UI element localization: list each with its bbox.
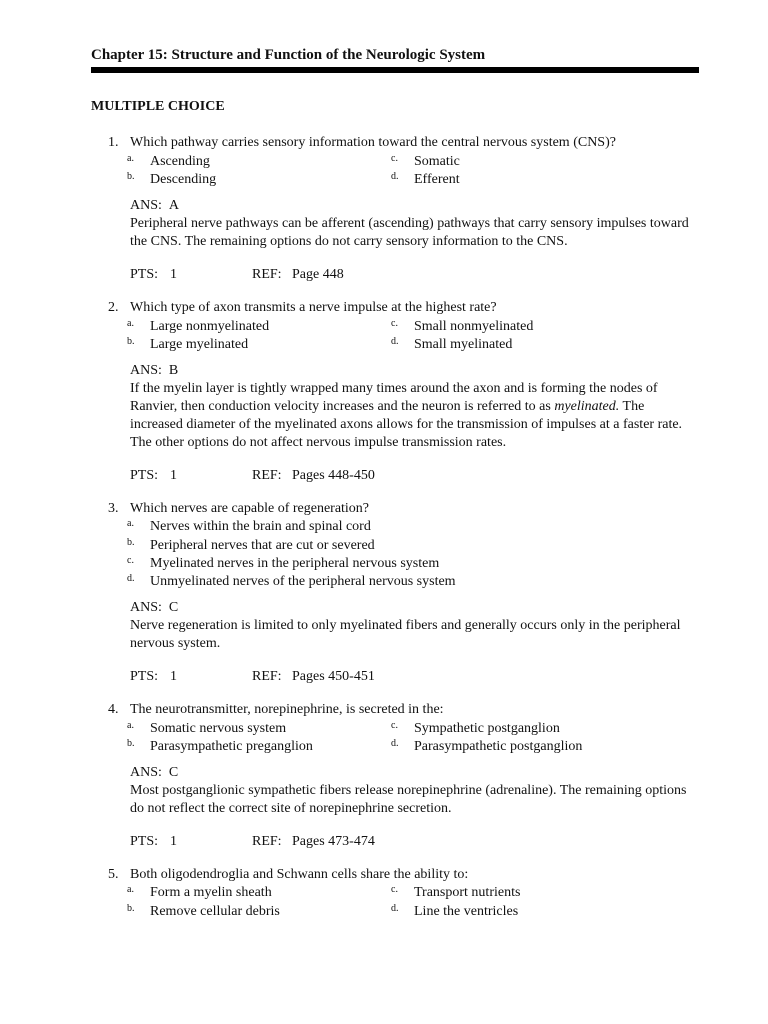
section-heading: MULTIPLE CHOICE <box>91 99 225 114</box>
answer-block-2 <box>130 362 700 452</box>
question-number: 3. <box>108 501 119 516</box>
question-number: 1. <box>108 135 119 150</box>
question-number: 4. <box>108 702 119 717</box>
answer-key: ANS: C <box>130 765 179 780</box>
chapter-title: Chapter 15: Structure and Function of the Neurologic System <box>91 47 486 63</box>
question-text: Which nerves are capable of regeneration? <box>130 501 370 516</box>
question-number: 2. <box>108 300 119 315</box>
answer-block-1 <box>130 197 700 251</box>
question-text: The neurotransmitter, norepinephrine, is secreted in the: <box>130 702 444 717</box>
answer-block-3 <box>130 599 700 653</box>
answer-key: ANS: B <box>130 363 179 378</box>
rationale: If the myelin layer is tightly wrapped many times around the axon and is forming the nodes of Ranvier, then conduction velocity increases and the neuron is referred to as myelinated. The increased diameter of the myelinated axons allows for the transmission of impulses at a faster rate. The other options do not affect nervous impulse transmission rates. <box>130 381 683 450</box>
rationale: Peripheral nerve pathways can be afferent (ascending) pathways that carry sensory impulses toward the CNS. The remaining options do not carry sensory information to the CNS. <box>130 216 689 249</box>
question-text: Which type of axon transmits a nerve impulse at the highest rate? <box>130 300 497 315</box>
answer-key: ANS: C <box>130 600 179 615</box>
rationale: Nerve regeneration is limited to only myelinated fibers and generally occurs only in the peripheral nervous system. <box>130 618 681 651</box>
document-page: Chapter 15: Structure and Function of the Neurologic System MULTIPLE CHOICE 1. Which pathway carries sensory information toward the central nervous system (CNS)? a. Ascending b. Descending c. Somatic d. Efferent ANS: A Peripheral nerve pathways can be afferent (ascending) pathways that carry sensory impulses toward the CNS. The remaining options do not carry sensory information to the CNS. PTS: 1 REF: Page 448 2. Which type of axon transmits a nerve impulse at the highest rate? a. Large nonmyelinated b. Large myelinated c. Small nonmyelinated d. Small myelinated ANS: B If the myelin layer is tightly wrapped many times around the axon and is forming the nodes of Ranvier, then conduction velocity increases and the neuron is referred to as myelinated. The increased diameter of the myelinated axons allows for the transmission of impulses at a faster rate. The other options do not affect nervous impulse transmission rates. PTS: 1 REF: Pages 448-450 3. Which nerves are capable of regeneration? a. Nerves within the brain and spinal cord b. Peripheral nerves that are cut or severed c. Myelinated nerves in the peripheral nervous system d. Unmyelinated nerves of the peripheral nervous system ANS: C Nerve regeneration is limited to only myelinated fibers and generally occurs only in the peripheral nervous system. PTS: 1 REF: Pages 450-451 4. The neurotransmitter, norepinephrine, is secreted in the: a. Somatic nervous system b. Parasympathetic preganglion c. Sympathetic postganglion d. Parasympathetic postganglion ANS: C Most postganglionic sympathetic fibers release norepinephrine (adrenaline). The remaining options do not reflect the correct site of norepinephrine secretion. PTS: 1 REF: Pages 473-474 5. Both oligodendroglia and Schwann cells share the ability to: a. Form a myelin sheath b. Remove cellular debris c. Transport nutrients d. Line the ventricles <box>0 0 768 1024</box>
header-rule <box>91 67 699 73</box>
question-number: 5. <box>108 867 119 882</box>
question-text: Which pathway carries sensory information toward the central nervous system (CNS)? <box>130 135 616 150</box>
question-text: Both oligodendroglia and Schwann cells share the ability to: <box>130 867 469 882</box>
answer-key: ANS: A <box>130 198 180 213</box>
rationale: Most postganglionic sympathetic fibers release norepinephrine (adrenaline). The remaining options do not reflect the correct site of norepinephrine secretion. <box>130 783 687 816</box>
answer-block-4 <box>130 764 700 818</box>
